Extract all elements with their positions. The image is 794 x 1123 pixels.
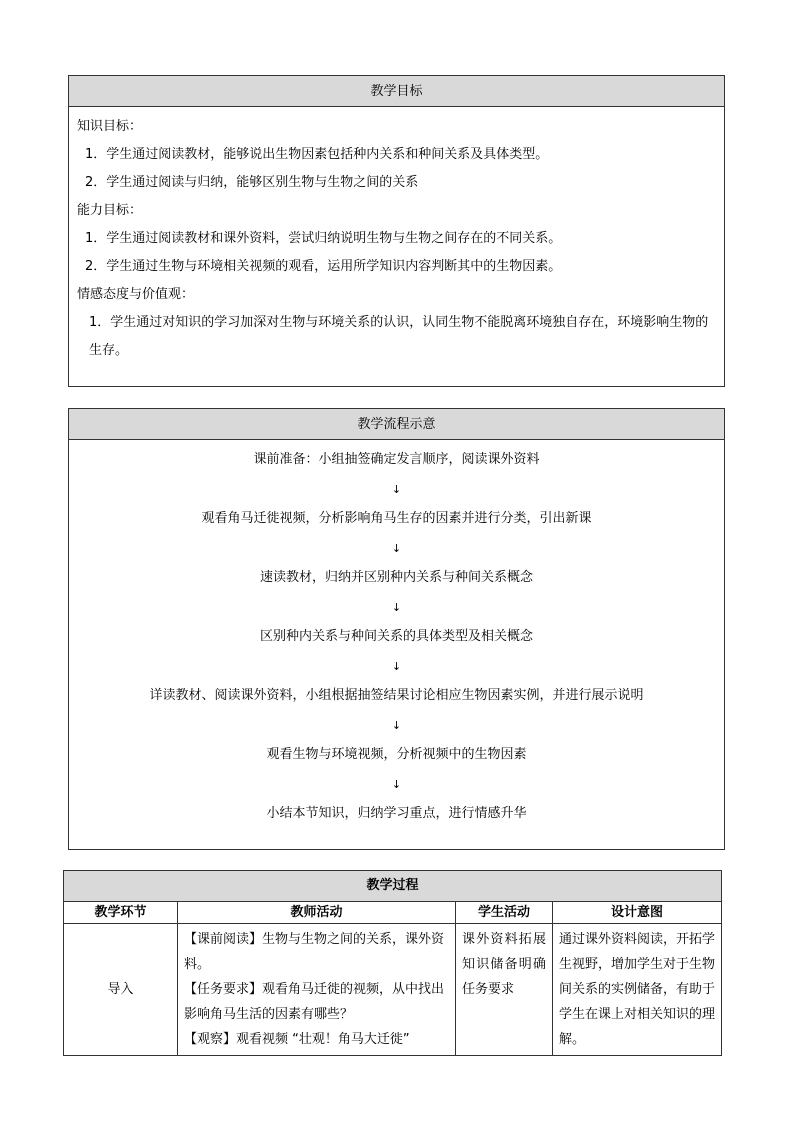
- down-arrow-icon: ↓: [391, 542, 402, 555]
- ability-goal-item: 1．学生通过阅读教材和课外资料，尝试归纳说明生物与生物之间存在的不同关系。: [85, 231, 562, 246]
- teaching-process-heading: 教学过程: [64, 871, 722, 902]
- teaching-flow-box: [68, 408, 725, 850]
- flow-step: 区别种内关系与种间关系的具体类型及相关概念: [259, 629, 533, 644]
- knowledge-goal-item: 2．学生通过阅读与归纳，能够区别生物与生物之间的关系: [85, 175, 419, 190]
- teaching-flow-body: [69, 440, 724, 826]
- down-arrow-icon: ↓: [391, 483, 402, 496]
- teaching-flow-heading: 教学流程示意: [69, 409, 724, 440]
- ability-goal-item: 2．学生通过生物与环境相关视频的观看，运用所学知识内容判断其中的生物因素。: [85, 259, 562, 274]
- down-arrow-icon: ↓: [391, 778, 402, 791]
- column-header: 学生活动: [456, 902, 553, 924]
- design-intent-cell: 通过课外资料阅读，开拓学生视野，增加学生对于生物间关系的实例储备，有助于学生在课上对相关知识的理解。: [553, 924, 722, 1056]
- table-row: [64, 924, 722, 1056]
- flow-step: 观看生物与环境视频，分析视频中的生物因素: [266, 747, 527, 762]
- flow-step: 课前准备：小组抽签确定发言顺序，阅读课外资料: [253, 452, 540, 467]
- ability-goals-label: 能力目标：: [77, 203, 143, 218]
- teaching-goals-heading: 教学目标: [69, 76, 724, 107]
- emotion-goals-label: 情感态度与价值观：: [77, 287, 195, 302]
- down-arrow-icon: ↓: [391, 601, 402, 614]
- table-header-row: [64, 902, 722, 924]
- down-arrow-icon: ↓: [391, 719, 402, 732]
- column-header: 教学环节: [64, 902, 178, 924]
- teacher-activity-line: 【任务要求】观看角马迁徙的视频，从中找出影响角马生活的因素有哪些？: [184, 982, 445, 1022]
- knowledge-goal-item: 1．学生通过阅读教材，能够说出生物因素包括种内关系和种间关系及具体类型。: [85, 147, 549, 162]
- flow-step: 观看角马迁徙视频，分析影响角马生存的因素并进行分类，引出新课: [201, 511, 592, 526]
- student-activity-cell: 课外资料拓展知识储备明确任务要求: [456, 924, 553, 1056]
- teaching-goals-body: [69, 107, 724, 365]
- teacher-activity-line: 【观察】观看视频 “壮观！角马大迁徙”: [184, 1032, 410, 1047]
- column-header: 设计意图: [553, 902, 722, 924]
- flow-step: 详读教材、阅读课外资料，小组根据抽签结果讨论相应生物因素实例，并进行展示说明: [149, 688, 644, 703]
- flow-step: 速读教材，归纳并区别种内关系与种间关系概念: [259, 570, 533, 585]
- teaching-process-table: [63, 870, 722, 1056]
- down-arrow-icon: ↓: [391, 660, 402, 673]
- teaching-goals-box: [68, 75, 725, 387]
- teacher-activity-cell: [178, 924, 456, 1056]
- teacher-activity-line: 【课前阅读】生物与生物之间的关系，课外资料。: [184, 932, 445, 972]
- knowledge-goals-label: 知识目标：: [77, 119, 143, 134]
- column-header: 教师活动: [178, 902, 456, 924]
- stage-cell: 导入: [64, 924, 178, 1056]
- flow-step: 小结本节知识，归纳学习重点，进行情感升华: [266, 806, 527, 821]
- emotion-goal-item: 1．学生通过对知识的学习加深对生物与环境关系的认识，认同生物不能脱离环境独自存在，环境影响生物的生存。: [89, 315, 709, 358]
